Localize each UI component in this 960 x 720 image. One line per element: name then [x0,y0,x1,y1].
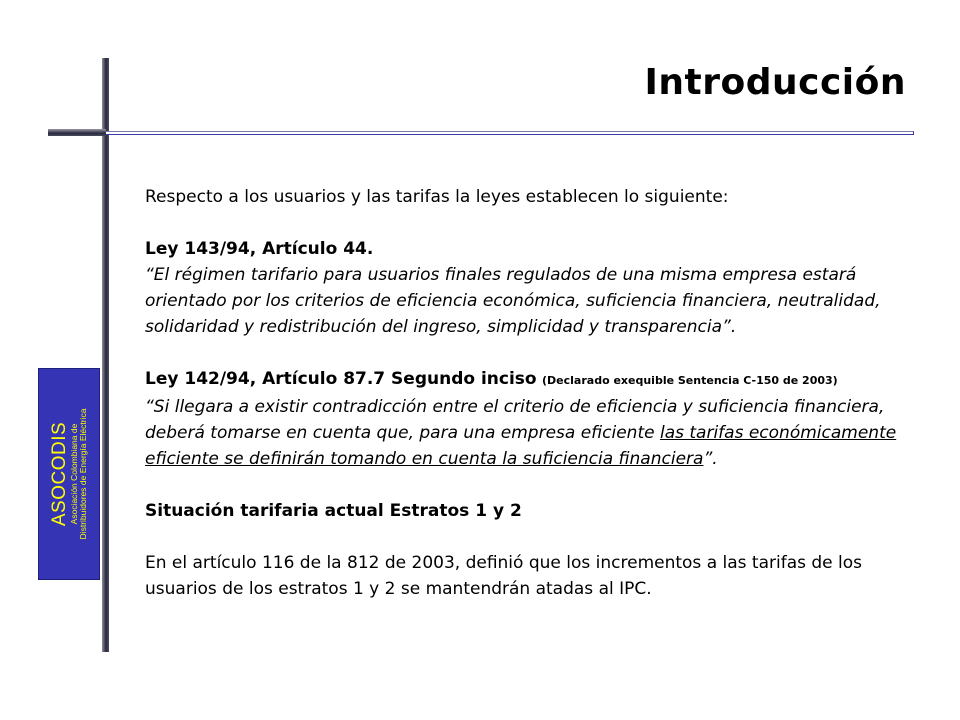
law2-heading: Ley 142/94, Artículo 87.7 Segundo inciso [145,369,537,389]
vertical-rule [102,58,109,652]
logo-name: ASOCODIS [49,421,70,527]
logo-subtitle-line1: Asociación Colombiana de [69,423,79,525]
law2-quote-underlined: las tarifas económicamente eficiente se definirán tomando en cuenta la suficiencia financiera [145,423,897,469]
situation-text: En el artículo 116 de la 812 de 2003, definió que los incrementos a las tarifas de los usuarios de los estratos 1 y 2 se mantendrán atadas al IPC. [145,553,863,599]
law2-note: (Declarado exequible Sentencia C-150 de 2003) [542,374,838,387]
horizontal-rule-left [48,129,106,136]
law2-quote [145,394,920,472]
law1-heading: Ley 143/94, Artículo 44. [145,239,374,259]
page-title: Introducción [644,62,906,103]
intro-text: Respecto a los usuarios y las tarifas la leyes establecen lo siguiente: [145,187,729,207]
law2-quote-end: ”. [703,449,718,469]
logo-subtitle-line2: Distribuidores de Energía Eléctrica [78,408,88,540]
horizontal-rule [106,131,914,135]
asocodis-logo [38,368,100,580]
slide-body [145,184,920,602]
law2-quote-text: “Si llegara a existir contradicción entre el criterio de eficiencia y suficiencia financiera, deberá tomarse en cuenta que, para una empresa eficiente [145,397,885,443]
law2-heading-line [145,366,920,394]
law1-quote: “El régimen tarifario para usuarios finales regulados de una misma empresa estará orientado por los criterios de eficiencia económica, suficiencia financiera, neutralidad, solidaridad y redistribución del ingreso, simplicidad y transparencia”. [145,265,881,337]
situation-heading: Situación tarifaria actual Estratos 1 y 2 [145,501,522,521]
